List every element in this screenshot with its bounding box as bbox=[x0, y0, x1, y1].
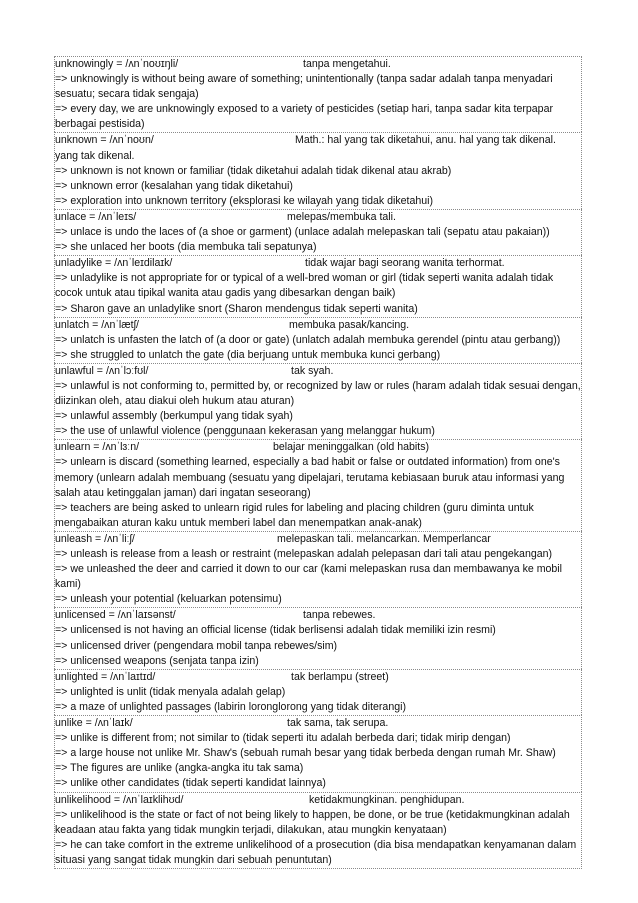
entry-headword bbox=[55, 210, 581, 225]
example-line: => unknown error (kesalahan yang tidak diketahui) bbox=[55, 179, 293, 192]
entry-meaning: ketidakmungkinan. penghidupan. bbox=[309, 793, 465, 806]
example-line: => unlace is undo the laces of (a shoe or garment) (unlace adalah melepaskan tali (sepatu atau pakaian)) bbox=[55, 226, 550, 239]
example-line: => she unlaced her boots (dia membuka tali sepatunya) bbox=[55, 241, 317, 254]
entry-meaning: tanpa rebewes. bbox=[303, 609, 376, 622]
example-line: => a large house not unlike Mr. Shaw's (sebuah rumah besar yang tidak berbeda dengan rumah Mr. Shaw) bbox=[55, 747, 556, 760]
example-line: => unlicensed is not having an official license (tidak berlisensi adalah tidak memiliki izin resmi) bbox=[55, 624, 496, 637]
entry-meaning: belajar meninggalkan (old habits) bbox=[273, 441, 430, 454]
entry-headword bbox=[55, 318, 581, 333]
example-line: => The figures are unlike (angka-angka itu tak sama) bbox=[55, 762, 304, 775]
dictionary-entry bbox=[54, 669, 582, 715]
dictionary-entry bbox=[54, 255, 582, 316]
headword-pronunciation: unknown = /ʌnˈnoʊn/ bbox=[55, 134, 154, 147]
entry-meaning: melepas/membuka tali. bbox=[287, 210, 396, 223]
headword-pronunciation: unlearn = /ʌnˈlɜːn/ bbox=[55, 441, 140, 454]
entry-headword bbox=[55, 440, 581, 455]
headword-pronunciation: unleash = /ʌnˈliːʃ/ bbox=[55, 532, 135, 545]
entry-meaning: tak berlampu (street) bbox=[291, 670, 389, 683]
example-line: => exploration into unknown territory (eksplorasi ke wilayah yang tidak diketahui) bbox=[55, 194, 434, 207]
entry-meaning: tak syah. bbox=[291, 364, 334, 377]
example-line: => unlawful is not conforming to, permitted by, or recognized by law or rules (haram adalah tidak sesuai dengan, diizinkan oleh, atau diakui oleh hukum atau aturan) bbox=[55, 379, 581, 408]
dictionary-entry bbox=[54, 363, 582, 439]
example-line: => unlike is different from; not similar to (tidak seperti itu adalah berbeda dari; tidak mirip dengan) bbox=[55, 732, 511, 745]
headword-pronunciation: unlike = /ʌnˈlaɪk/ bbox=[55, 717, 133, 730]
example-line: => unlatch is unfasten the latch of (a door or gate) (unlatch adalah membuka gerendel (pintu atau gerbang)) bbox=[55, 333, 561, 346]
example-line: => she struggled to unlatch the gate (dia berjuang untuk membuka kunci gerbang) bbox=[55, 348, 441, 361]
entry-headword bbox=[55, 133, 581, 148]
example-line: => every day, we are unknowingly exposed to a variety of pesticides (setiap hari, tanpa sadar kita terpapar berbagai pestisida) bbox=[55, 103, 553, 131]
example-line: => unleash is release from a leash or restraint (melepaskan adalah pelepasan dari tali atau pengekangan) bbox=[55, 548, 553, 560]
headword-pronunciation: unlikelihood = /ʌnˈlaɪklihʊd/ bbox=[55, 793, 184, 806]
headword-pronunciation: unladylike = /ʌnˈleɪdilaɪk/ bbox=[55, 257, 173, 270]
dictionary-entry bbox=[54, 209, 582, 255]
dictionary-entry bbox=[54, 792, 582, 869]
dictionary-page bbox=[54, 56, 582, 869]
entry-meaning: tak sama, tak serupa. bbox=[287, 717, 389, 730]
headword-pronunciation: unlawful = /ʌnˈlɔːfʊl/ bbox=[55, 364, 149, 377]
dictionary-entry bbox=[54, 56, 582, 132]
example-line: => unknowingly is without being aware of something; unintentionally (tanpa sadar adalah tanpa menyadari sesuatu; secara tidak sengaja) bbox=[55, 73, 553, 101]
dictionary-entry bbox=[54, 439, 582, 531]
example-line: => unlike other candidates (tidak seperti kandidat lainnya) bbox=[55, 777, 326, 790]
example-line: => unlighted is unlit (tidak menyala adalah gelap) bbox=[55, 685, 286, 698]
entry-headword bbox=[55, 57, 581, 72]
entry-headword bbox=[55, 256, 581, 271]
example-line: => we unleashed the deer and carried it down to our car (kami melepaskan rusa dan membawanya ke mobil kami) bbox=[55, 563, 563, 591]
example-line: => unlicensed weapons (senjata tanpa izin) bbox=[55, 654, 259, 667]
entry-headword bbox=[55, 608, 581, 623]
headword-pronunciation: unlatch = /ʌnˈlætʃ/ bbox=[55, 318, 139, 331]
headword-pronunciation: unlicensed = /ʌnˈlaɪsənst/ bbox=[55, 609, 176, 622]
entry-meaning: membuka pasak/kancing. bbox=[289, 318, 410, 331]
example-line: => unlawful assembly (berkumpul yang tidak syah) bbox=[55, 410, 293, 423]
dictionary-entry bbox=[54, 531, 582, 607]
example-line: => unlikelihood is the state or fact of not being likely to happen, be done, or be true (ketidakmungkinan adalah keadaan atau fakta yang tidak mungkin terjadi, dilakukan, atau mungkin kenyataan) bbox=[55, 808, 570, 836]
entry-meaning: tidak wajar bagi seorang wanita terhormat. bbox=[305, 257, 505, 270]
example-line: => unknown is not known or familiar (tidak diketahui adalah tidak dikenal atau akrab) bbox=[55, 164, 452, 177]
example-line: => unladylike is not appropriate for or typical of a well-bred woman or girl (tidak seperti wanita adalah tidak cocok untuk atau tipikal wanita atau gadis yang dibesarkan dengan baik) bbox=[55, 272, 554, 300]
entry-meaning: tanpa mengetahui. bbox=[303, 58, 391, 70]
dictionary-entry bbox=[54, 317, 582, 363]
example-line: => unlicensed driver (pengendara mobil tanpa rebewes/sim) bbox=[55, 639, 338, 652]
example-line: => the use of unlawful violence (penggunaan kekerasan yang melanggar hukum) bbox=[55, 425, 435, 438]
example-line: => unlearn is discard (something learned, especially a bad habit or false or outdated information) from one's memory (unlearn adalah membuang (sesuatu yang dipelajari, terutama kebiasaan buruk atau informasi yang salah atau ketinggalan jaman) dari ingatan seseorang) bbox=[55, 456, 565, 499]
dictionary-entry bbox=[54, 607, 582, 668]
dictionary-entry bbox=[54, 715, 582, 791]
entry-headword bbox=[55, 670, 581, 685]
example-line: => Sharon gave an unladylike snort (Sharon mendengus tidak seperti wanita) bbox=[55, 302, 418, 315]
headword-pronunciation: unlace = /ʌnˈleɪs/ bbox=[55, 210, 137, 223]
headword-pronunciation: unlighted = /ʌnˈlaɪtɪd/ bbox=[55, 670, 156, 683]
entry-meaning: melepaskan tali. melancarkan. Memperlancar bbox=[277, 532, 491, 545]
entry-meaning: Math.: hal yang tak diketahui, anu. hal yang tak dikenal. bbox=[295, 134, 556, 147]
example-line: => teachers are being asked to unlearn rigid rules for labeling and placing children (guru diminta untuk mengabaikan aturan kaku untuk memberi label dan menempatkan anak-anak) bbox=[55, 501, 534, 529]
example-line: => unleash your potential (keluarkan potensimu) bbox=[55, 593, 282, 606]
entry-meaning-continued: yang tak dikenal. bbox=[55, 149, 135, 162]
headword-pronunciation: unknowingly = /ʌnˈnoʊɪŋli/ bbox=[55, 58, 179, 70]
example-line: => a maze of unlighted passages (labirin loronglorong yang tidak diterangi) bbox=[55, 700, 406, 713]
example-line: => he can take comfort in the extreme unlikelihood of a prosecution (dia bisa mendapatkan kenyamanan dalam situasi yang sangat tidak mungkin dari sebuah penuntutan) bbox=[55, 838, 577, 866]
entry-headword bbox=[55, 793, 581, 808]
entry-headword bbox=[55, 364, 581, 379]
entry-headword bbox=[55, 716, 581, 731]
dictionary-entry bbox=[54, 132, 582, 208]
entry-headword bbox=[55, 532, 581, 547]
